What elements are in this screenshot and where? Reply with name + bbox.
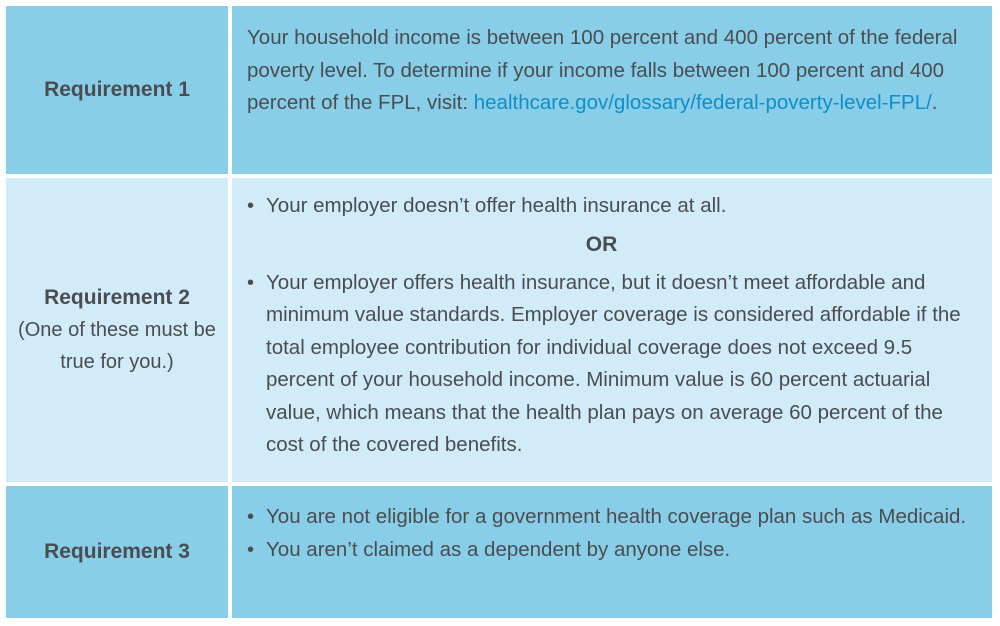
- requirement-2-sublabel: (One of these must be true for you.): [18, 319, 216, 373]
- or-separator: OR: [585, 232, 618, 256]
- requirement-1-row: [6, 6, 992, 174]
- bullet-icon: •: [247, 195, 255, 217]
- bullet-icon: •: [247, 271, 255, 294]
- list-item: [247, 534, 976, 567]
- list-item: [247, 501, 976, 534]
- list-item: [247, 190, 976, 223]
- requirement-2-label: Requirement 2: [44, 286, 190, 309]
- requirement-2-description-cell: [232, 178, 992, 482]
- requirement-1-description-cell: [232, 6, 992, 174]
- requirement-3-row: [6, 486, 992, 618]
- bullet-icon: •: [247, 538, 255, 561]
- requirement-1-label-cell: [6, 6, 228, 174]
- requirement-2-row: [6, 178, 992, 482]
- requirement-2-bullet-2: Your employer offers health insurance, but it doesn’t meet affordable and minimum value standards. Employer coverage is considered affordable if the total employee contribution for individual coverage does not exceed 9.5 percent of your household income. Minimum value is 60 percent actuarial value, which means that the health plan pays on average 60 percent of the cost of the covered benefits.: [266, 270, 961, 456]
- requirement-1-label: Requirement 1: [44, 78, 190, 101]
- list-item: [247, 267, 976, 462]
- requirement-3-bullet-2: You aren’t claimed as a dependent by anyone else.: [266, 537, 731, 561]
- requirement-3-description-cell: [232, 486, 992, 618]
- requirement-1-period: .: [931, 91, 938, 114]
- requirements-table: [6, 6, 992, 618]
- requirement-2-label-cell: [6, 178, 228, 482]
- fpl-glossary-link[interactable]: healthcare.gov/glossary/federal-poverty-level-FPL/: [473, 91, 932, 114]
- bullet-icon: •: [247, 506, 255, 528]
- requirement-3-label-cell: [6, 486, 228, 618]
- requirement-1-text: Your household income is between 100 percent and 400 percent of the federal poverty level. To determine if your income falls between 100 percent and 400 percent of the FPL, visit:: [247, 26, 958, 114]
- requirement-3-label: Requirement 3: [44, 540, 190, 563]
- requirement-3-bullet-1: You are not eligible for a government health coverage plan such as Medicaid.: [266, 505, 967, 528]
- requirement-2-bullet-1: Your employer doesn’t offer health insurance at all.: [266, 194, 727, 217]
